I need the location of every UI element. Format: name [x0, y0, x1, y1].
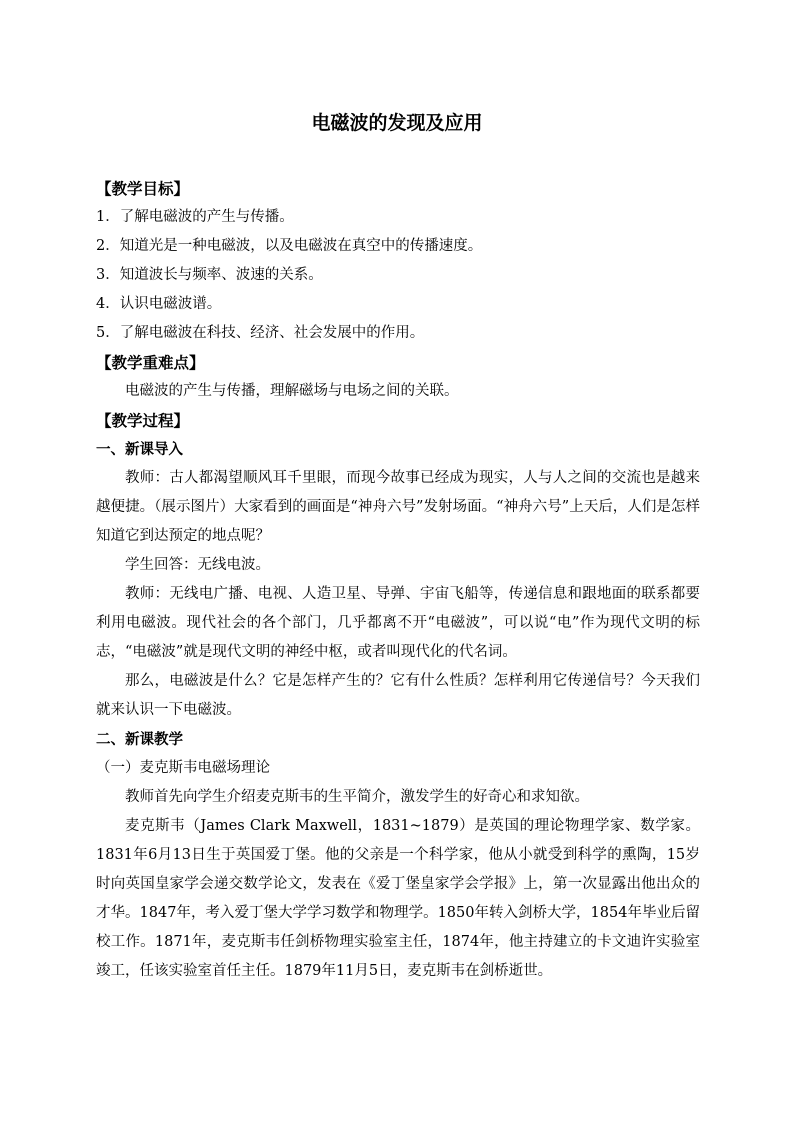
goal-item: 5．了解电磁波在科技、经济、社会发展中的作用。 — [96, 325, 425, 341]
section-heading-intro: 一、新课导入 — [96, 441, 183, 458]
heading-teaching-process: 【教学过程】 — [96, 411, 190, 430]
document-body — [96, 174, 700, 986]
paragraph: 教师：无线电广播、电视、人造卫星、导弹、宇宙飞船等，传递信息和跟地面的联系都要利用电磁波。现代社会的各个部门，几乎都离不开“电磁波”，可以说“电”作为现代文明的标志，“电磁波”就是现代文明的神经中枢，或者叫现代化的代名词。 — [96, 586, 700, 660]
key-points-text: 电磁波的产生与传播，理解磁场与电场之间的关联。 — [125, 383, 459, 399]
goal-item: 2．知道光是一种电磁波，以及电磁波在真空中的传播速度。 — [96, 238, 483, 254]
heading-key-points: 【教学重难点】 — [96, 353, 205, 372]
goal-item: 1．了解电磁波的产生与传播。 — [96, 209, 294, 225]
paragraph: 教师首先向学生介绍麦克斯韦的生平简介，激发学生的好奇心和求知欲。 — [125, 789, 589, 805]
paragraph: 教师：古人都渴望顺风耳千里眼，而现今故事已经成为现实，人与人之间的交流也是越来越便捷。（展示图片）大家看到的画面是“神舟六号”发射场面。“神舟六号”上天后，人们是怎样知道它到达预定的地点呢？ — [96, 470, 700, 544]
paragraph: 那么，电磁波是什么？它是怎样产生的？它有什么性质？怎样利用它传递信号？今天我们就来认识一下电磁波。 — [96, 673, 700, 718]
section-heading-new-lesson: 二、新课教学 — [96, 731, 183, 748]
goal-item: 3．知道波长与频率、波速的关系。 — [96, 267, 323, 283]
subsection-heading: （一）麦克斯韦电磁场理论 — [96, 760, 270, 776]
goal-item: 4．认识电磁波谱。 — [96, 296, 222, 312]
document-title: 电磁波的发现及应用 — [311, 112, 483, 134]
paragraph: 学生回答：无线电波。 — [125, 557, 270, 573]
paragraph: 麦克斯韦（James Clark Maxwell，1831~1879）是英国的理论物理学家、数学家。1831年6月13日生于英国爱丁堡。他的父亲是一个科学家，他从小就受到科学的熏陶，15岁时向英国皇家学会递交数学论文，发表在《爱丁堡皇家学会学报》上，第一次显露出他出众的才华。1847年，考入爱丁堡大学学习数学和物理学。1850年转入剑桥大学，1854年毕业后留校工作。1871年，麦克斯韦任剑桥物理实验室主任，1874年，他主持建立的卡文迪许实验室竣工，任该实验室首任主任。1879年11月5日，麦克斯韦在剑桥逝世。 — [96, 818, 700, 979]
heading-teaching-goals: 【教学目标】 — [96, 179, 190, 198]
